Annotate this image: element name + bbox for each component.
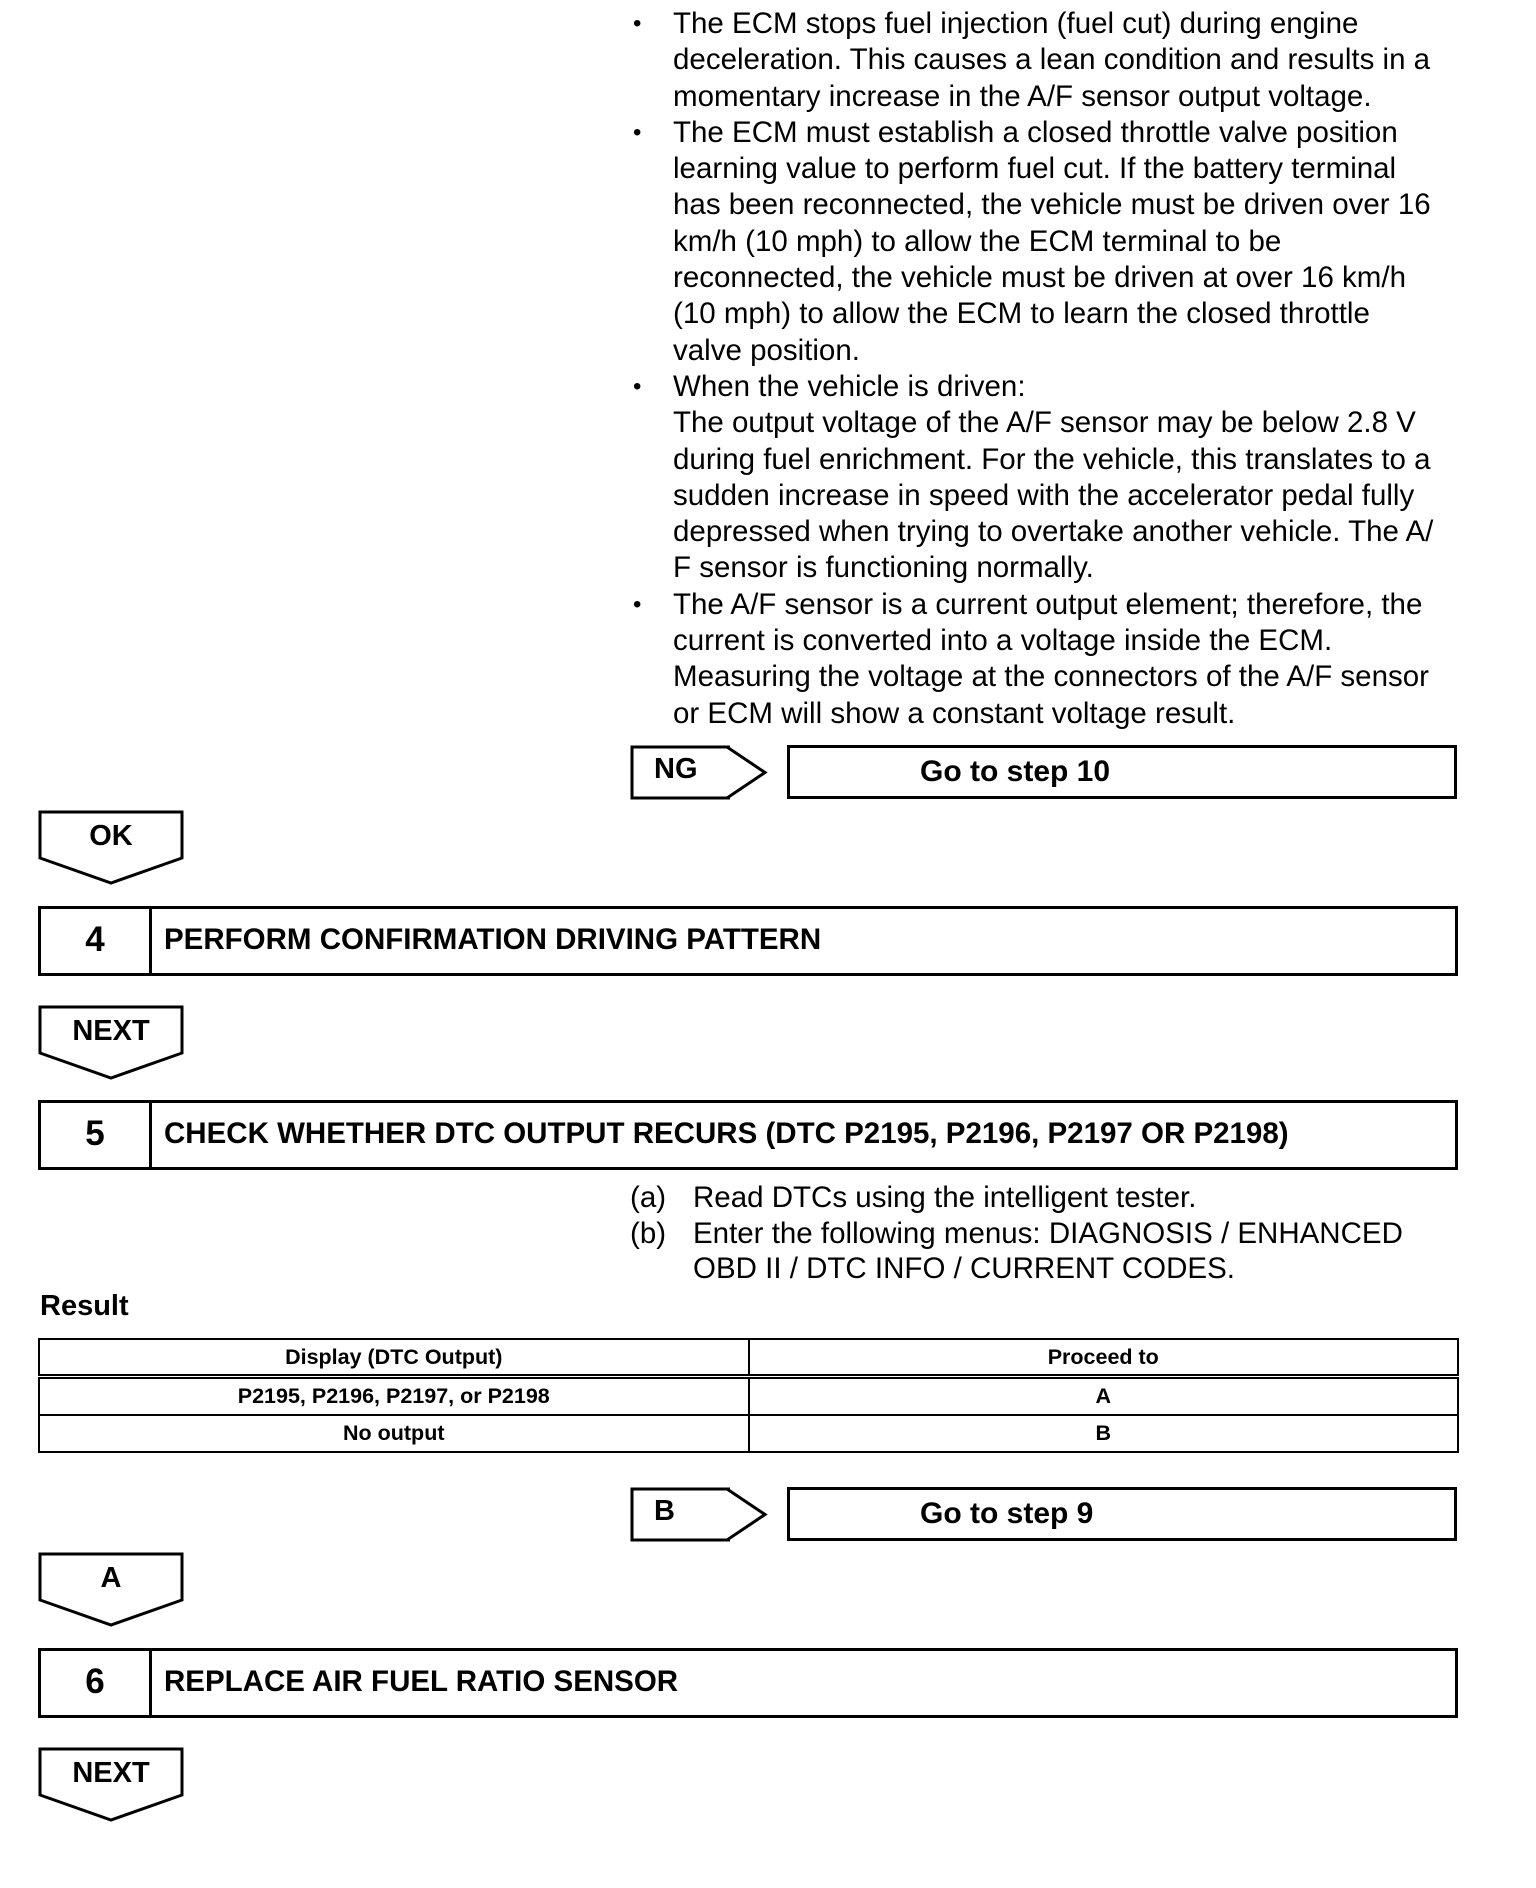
note-line: deceleration. This causes a lean condition and results in a	[673, 43, 1431, 77]
notes-list	[633, 6, 1483, 732]
note-line: during fuel enrichment. For the vehicle, this translates to a	[673, 442, 1431, 476]
note-line: sudden increase in speed with the accelerator pedal fully	[673, 478, 1415, 512]
table-cell: P2195, P2196, P2197, or P2198	[39, 1377, 749, 1416]
instruction-line: Read DTCs using the intelligent tester.	[693, 1181, 1197, 1214]
ng-arrow-icon	[630, 745, 770, 801]
note-line: • When the vehicle is driven:	[673, 369, 1026, 403]
result-table	[38, 1338, 1459, 1453]
go-to-step-9-label: Go to step 9	[920, 1497, 1094, 1530]
step-4-number: 4	[41, 909, 152, 973]
next-tag	[38, 1005, 184, 1080]
table-row	[39, 1377, 1458, 1416]
step-5-title: CHECK WHETHER DTC OUTPUT RECURS (DTC P2195, P2196, P2197 OR P2198)	[164, 1117, 1289, 1150]
table-header: Proceed to	[749, 1339, 1459, 1377]
b-tag	[630, 1487, 770, 1543]
note-item	[633, 6, 1483, 115]
instruction-item	[630, 1216, 1480, 1287]
step-6-header	[38, 1648, 1458, 1718]
ng-tag-label: NG	[654, 753, 698, 785]
instruction-marker: (b)	[630, 1216, 667, 1250]
note-line: The output voltage of the A/F sensor may be below 2.8 V	[673, 406, 1416, 440]
table-row	[39, 1415, 1458, 1452]
ok-tag	[38, 810, 184, 885]
step-5-number: 5	[41, 1103, 152, 1167]
table-cell: No output	[39, 1415, 749, 1452]
ok-tag-label: OK	[89, 820, 133, 852]
instruction-marker: (a)	[630, 1181, 667, 1214]
next-tag-label: NEXT	[72, 1015, 150, 1047]
note-line: has been reconnected, the vehicle must be driven over 16	[673, 188, 1431, 222]
note-line: or ECM will show a constant voltage result.	[673, 696, 1236, 730]
next-tag	[38, 1747, 184, 1822]
note-line: reconnected, the vehicle must be driven at over 16 km/h	[673, 261, 1406, 295]
note-line: • The A/F sensor is a current output element; therefore, the	[673, 587, 1423, 621]
go-to-step-10-label: Go to step 10	[920, 755, 1111, 788]
note-item	[633, 115, 1483, 369]
go-to-step-10-button[interactable]	[787, 745, 1457, 799]
go-to-step-9-button[interactable]	[787, 1487, 1457, 1541]
ng-tag	[630, 745, 770, 801]
step-6-number: 6	[41, 1651, 152, 1715]
note-line: • The ECM must establish a closed throttle valve position	[673, 115, 1398, 149]
note-line: km/h (10 mph) to allow the ECM terminal to be	[673, 224, 1282, 258]
table-header-row	[39, 1339, 1458, 1377]
step-4-header	[38, 906, 1458, 976]
note-line: depressed when trying to overtake another vehicle. The A/	[673, 515, 1434, 549]
b-tag-label: B	[654, 1495, 675, 1527]
table-header: Display (DTC Output)	[39, 1339, 749, 1377]
note-line: current is converted into a voltage inside the ECM.	[673, 624, 1333, 658]
note-line: Measuring the voltage at the connectors of the A/F sensor	[673, 660, 1429, 694]
note-line: valve position.	[673, 333, 860, 367]
note-line: • The ECM stops fuel injection (fuel cut) during engine	[673, 7, 1359, 40]
note-item	[633, 587, 1483, 732]
step-5-header	[38, 1100, 1458, 1170]
note-line: F sensor is functioning normally.	[673, 551, 1094, 585]
note-line: learning value to perform fuel cut. If the battery terminal	[673, 152, 1397, 186]
table-cell: B	[749, 1415, 1459, 1452]
step-4-title: PERFORM CONFIRMATION DRIVING PATTERN	[164, 923, 822, 956]
instructions-list	[630, 1180, 1480, 1287]
note-line: momentary increase in the A/F sensor output voltage.	[673, 79, 1372, 113]
step-6-title: REPLACE AIR FUEL RATIO SENSOR	[164, 1665, 679, 1698]
a-tag-label: A	[100, 1562, 122, 1594]
next-tag-label: NEXT	[72, 1757, 150, 1789]
b-arrow-icon	[630, 1487, 770, 1543]
note-item	[633, 369, 1483, 587]
result-label: Result	[40, 1290, 129, 1322]
a-tag	[38, 1552, 184, 1627]
note-line: (10 mph) to allow the ECM to learn the closed throttle	[673, 297, 1370, 331]
instruction-line: Enter the following menus: DIAGNOSIS / ENHANCED	[693, 1216, 1403, 1250]
instruction-line: OBD II / DTC INFO / CURRENT CODES.	[693, 1252, 1235, 1285]
table-cell: A	[749, 1377, 1459, 1416]
instruction-item	[630, 1180, 1480, 1216]
